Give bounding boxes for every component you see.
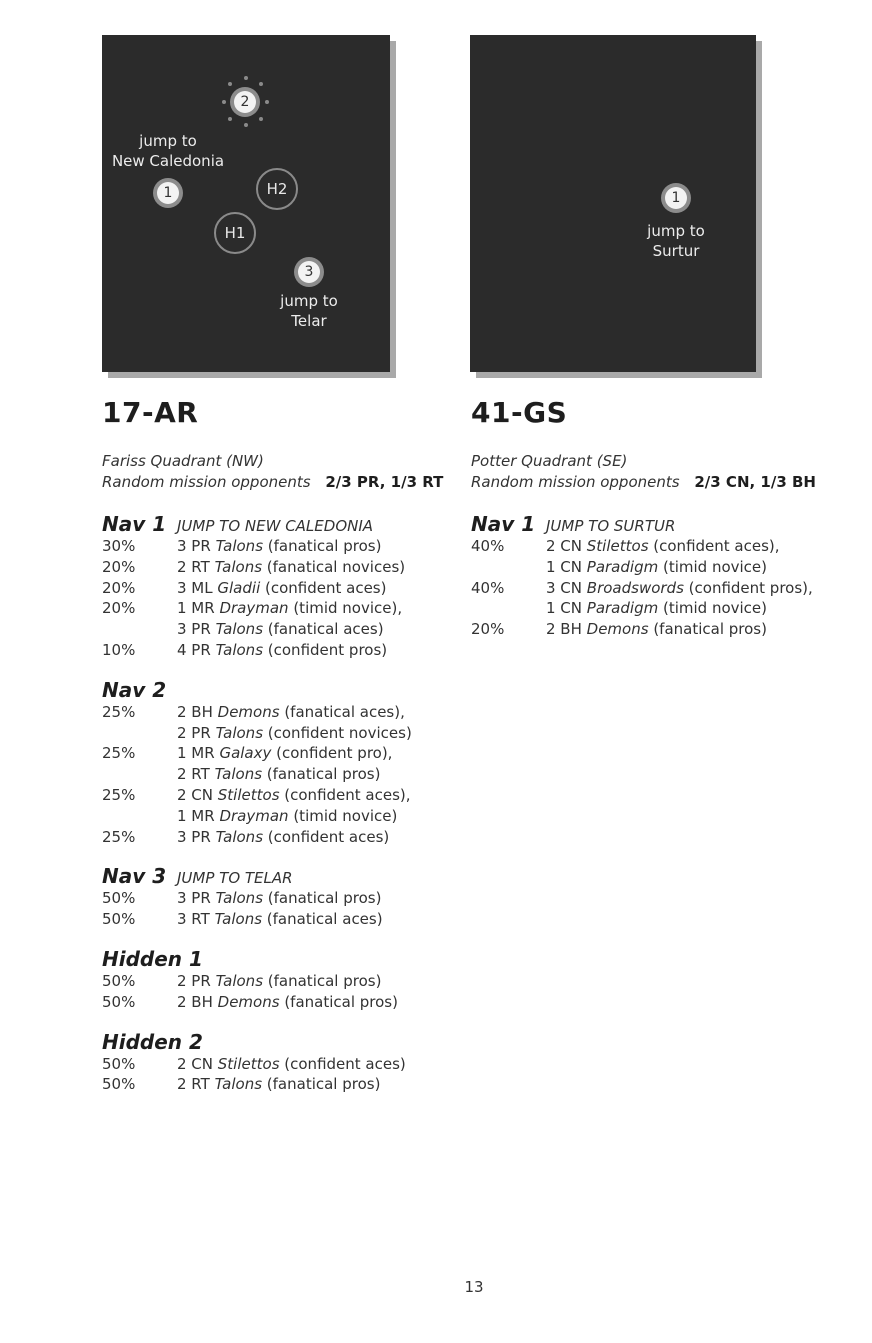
nav-point-1-number: 1 [665,187,687,209]
ship-count: 1 MR [177,744,220,763]
encounter-description [177,806,397,827]
halo-dot [259,117,263,121]
section-header [102,947,442,971]
pilot-skill: (timid novice) [658,557,767,576]
encounter-description [177,723,412,744]
encounter-description [177,1074,380,1095]
encounter-row [102,557,442,578]
ship-count: 1 CN [546,599,587,618]
encounter-description [177,827,389,848]
probability [102,723,177,744]
encounter-description [546,578,813,599]
ship-class: Talons [215,827,264,846]
ship-class: Talons [215,620,264,639]
encounter-sections [102,512,442,1112]
pilot-skill: (fanatical pros) [263,971,382,990]
ship-class: Broadswords [586,578,684,597]
pilot-skill: (confident aces) [260,578,387,597]
quadrant: Potter Quadrant (SE) [471,452,628,470]
probability [102,806,177,827]
section-header [102,1030,442,1054]
system-map-17-ar [102,35,390,372]
ship-class: Paradigm [586,599,659,618]
encounter-description [546,536,780,557]
ship-count: 3 RT [177,910,215,929]
ship-class: Talons [214,765,263,784]
ship-count: 2 BH [177,992,218,1011]
encounter-row [102,909,442,930]
pilot-skill: (fanatical aces) [262,910,383,929]
ship-count: 2 RT [177,557,215,576]
ship-class: Galaxy [219,744,272,763]
encounter-description [177,598,402,619]
label-line: jump to [280,292,338,310]
probability: 40% [471,537,505,555]
nav-point-1-label [112,131,224,171]
encounter-description [177,992,398,1013]
encounter-row [471,619,831,640]
probability: 25% [102,827,136,846]
probability: 25% [102,702,136,721]
section-label: Hidden 2 [102,1029,203,1054]
ship-class: Stilettos [217,1054,280,1073]
encounter-row [102,723,442,744]
pilot-skill: (fanatical pros) [279,992,398,1011]
pilot-skill: (fanatical novices) [262,557,406,576]
encounter-row [102,1054,442,1075]
encounter-row [471,578,831,599]
probability [471,598,546,619]
encounter-row [471,536,831,557]
encounter-row [102,827,442,848]
encounter-row [102,806,442,827]
probability: 20% [102,599,136,618]
opponents-label: Random mission opponents [471,473,680,491]
hidden-point-h2: H2 [256,168,298,210]
pilot-skill: (fanatical pros) [263,889,382,908]
encounter-section [102,512,442,661]
encounter-description [546,598,767,619]
ship-count: 1 MR [177,599,220,618]
encounter-description [177,702,405,723]
ship-class: Drayman [219,599,289,618]
encounter-description [177,536,381,557]
halo-dot [222,100,226,104]
probability: 25% [102,744,136,763]
pilot-skill: (timid novice) [288,806,398,825]
encounter-row [102,536,442,557]
encounter-description [177,888,381,909]
pilot-skill: (fanatical pros) [648,620,767,639]
ship-class: Talons [214,910,263,929]
pilot-skill: (confident aces) [263,827,390,846]
encounter-row [102,598,442,619]
section-label: Nav 2 [102,677,167,702]
halo-dot [228,117,232,121]
pilot-skill: (timid novice) [658,599,767,618]
opponents-label: Random mission opponents [102,473,311,491]
ship-count: 2 RT [177,765,215,784]
ship-count: 3 CN [546,578,587,597]
encounter-row [102,785,442,806]
section-label: Nav 1 [102,512,167,536]
encounter-description [177,971,381,992]
hidden-point-h1: H1 [214,212,256,254]
section-header [471,512,831,536]
ship-count: 2 BH [177,702,218,721]
ship-count: 2 CN [546,537,587,555]
ship-count: 3 ML [177,578,218,597]
ship-class: Stilettos [217,785,280,804]
pilot-skill: (confident pro), [271,744,393,763]
encounter-row [102,1074,442,1095]
section-label: Nav 1 [471,512,536,536]
section-header [102,512,442,536]
label-line: jump to [139,132,197,150]
nav-point-1-label [647,221,705,261]
label-line: jump to [647,222,705,240]
pilot-skill: (confident novices) [263,723,412,742]
encounter-row [102,743,442,764]
section-subtitle: JUMP TO SURTUR [546,517,676,535]
probability: 50% [102,1075,136,1094]
ship-class: Talons [215,889,264,908]
probability: 30% [102,537,136,555]
label-line: Surtur [652,242,700,260]
page-number: 13 [464,1278,484,1296]
probability: 40% [471,578,505,597]
encounter-section [102,947,442,1013]
ship-count: 1 CN [546,557,587,576]
nav-point-3-label [280,291,338,331]
probability [102,764,177,785]
pilot-skill: (confident aces) [279,1054,406,1073]
pilot-skill: (fanatical aces) [263,620,384,639]
encounter-row [102,702,442,723]
encounter-description [177,785,411,806]
ship-class: Talons [215,971,264,990]
system-title: 17-AR [102,396,199,429]
probability: 20% [102,557,136,576]
nav-point-3-number: 3 [298,261,320,283]
ship-count: 2 BH [546,620,587,639]
encounter-description [546,619,767,640]
encounter-row [102,888,442,909]
ship-count: 2 RT [177,1075,215,1094]
halo-dot [265,100,269,104]
encounter-row [102,992,442,1013]
encounter-description [177,764,380,785]
encounter-row [102,578,442,599]
probability [102,619,177,640]
opponents-value: 2/3 CN, 1/3 BH [694,473,816,491]
pilot-skill: (fanatical aces), [279,702,405,721]
halo-dot [244,123,248,127]
section-subtitle: JUMP TO TELAR [177,869,293,888]
section-subtitle: JUMP TO NEW CALEDONIA [177,517,374,535]
ship-count: 3 PR [177,537,216,555]
pilot-skill: (fanatical pros) [263,537,382,555]
encounter-description [546,557,767,578]
encounter-row [471,557,831,578]
ship-count: 2 CN [177,785,218,804]
label-line: Telar [291,312,327,330]
ship-count: 3 PR [177,827,216,846]
ship-class: Demons [217,992,280,1011]
nav-point-3 [294,257,324,287]
system-map-41-gs [470,35,756,372]
encounter-row [102,971,442,992]
encounter-row [102,764,442,785]
halo-dot [228,82,232,86]
probability: 20% [471,620,505,639]
probability: 20% [102,578,136,597]
encounter-row [471,598,831,619]
encounter-row [102,619,442,640]
ship-count: 3 PR [177,889,216,908]
label-line: New Caledonia [111,152,225,170]
pilot-skill: (fanatical pros) [262,765,381,784]
encounter-row [102,640,442,661]
encounter-section [102,864,442,930]
section-label: Nav 3 [102,864,167,889]
probability: 25% [102,785,136,804]
ship-class: Talons [214,557,263,576]
ship-count: 2 PR [177,723,216,742]
ship-count: 4 PR [177,640,216,659]
ship-class: Talons [215,723,264,742]
section-header [102,678,442,702]
ship-class: Drayman [219,806,289,825]
pilot-skill: (timid novice), [288,599,403,618]
pilot-skill: (confident aces), [648,537,780,555]
opponents-value: 2/3 PR, 1/3 RT [325,473,444,491]
encounter-description [177,1054,406,1075]
encounter-section [102,1030,442,1096]
encounter-section [471,512,831,640]
nav-point-1 [153,178,183,208]
section-label: Hidden 1 [102,946,203,971]
ship-class: Demons [586,620,649,639]
encounter-description [177,743,392,764]
ship-count: 1 MR [177,806,220,825]
pilot-skill: (confident pros) [263,640,388,659]
ship-class: Stilettos [586,537,649,555]
halo-dot [244,76,248,80]
quadrant: Fariss Quadrant (NW) [102,452,264,470]
nav-point-1-number: 1 [157,182,179,204]
probability: 50% [102,910,136,929]
system-info [102,451,443,493]
ship-count: 2 CN [177,1054,218,1073]
ship-count: 2 PR [177,971,216,990]
nav-point-2-number: 2 [234,91,256,113]
ship-class: Talons [215,537,264,555]
ship-class: Paradigm [586,557,659,576]
encounter-description [177,578,386,599]
encounter-description [177,909,383,930]
nav-point-1 [661,183,691,213]
ship-class: Talons [214,1075,263,1094]
system-info [471,451,816,493]
ship-class: Gladii [217,578,261,597]
probability: 50% [102,1054,136,1073]
halo-dot [259,82,263,86]
probability [471,557,546,578]
probability: 10% [102,640,136,659]
section-header [102,864,442,888]
probability: 50% [102,889,136,908]
pilot-skill: (fanatical pros) [262,1075,381,1094]
system-title: 41-GS [471,396,568,429]
ship-class: Talons [215,640,264,659]
pilot-skill: (confident aces), [279,785,411,804]
encounter-description [177,557,405,578]
encounter-sections [471,512,831,657]
encounter-description [177,619,384,640]
ship-count: 3 PR [177,620,216,639]
probability: 50% [102,971,136,990]
probability: 50% [102,992,136,1011]
ship-class: Demons [217,702,280,721]
encounter-description [177,640,387,661]
pilot-skill: (confident pros), [683,578,813,597]
nav-point-2 [230,87,260,117]
encounter-section [102,678,442,848]
